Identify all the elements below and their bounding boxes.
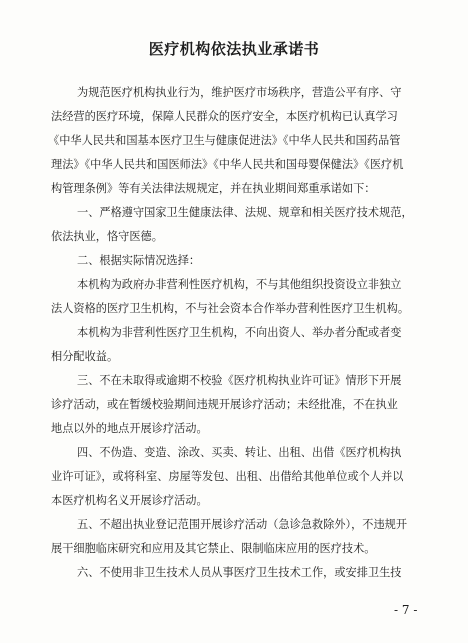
paragraph-line: 二、根据实际情况选择： xyxy=(77,254,201,267)
paragraph-line: 《中华人民共和国基本医疗卫生与健康促进法》《中华人民共和国药品管 xyxy=(48,134,401,147)
paragraph-line: 本机构为政府办非营利性医疗机构，不与其他组织投资设立非独立 xyxy=(77,278,402,291)
paragraph-line: 业许可证》，或将科室、房屋等发包、出租、出借给其他单位或个人并以 xyxy=(51,470,404,483)
paragraph-line: 地点以外的地点开展诊疗活动。 xyxy=(51,422,208,435)
document-title: 医疗机构依法执业承诺书 xyxy=(148,40,320,58)
paragraph-line: 一、严格遵守国家卫生健康法律、法规、规章和相关医疗技术规范， xyxy=(77,206,413,219)
paragraph-line: 诊疗活动，或在暂缓校验期间违规开展诊疗活动；未经批准，不在执业 xyxy=(51,398,398,411)
paragraph-line: 法经营的医疗环境，保障人民群众的医疗安全，本医疗机构已认真学习 xyxy=(51,110,398,123)
paragraph-line: 五、不超出执业登记范围开展诊疗活动（急诊急救除外），不违规开 xyxy=(77,518,408,531)
paragraph-line: 本医疗机构名义开展诊疗活动。 xyxy=(51,494,208,507)
paragraph-line: 理法》《中华人民共和国医师法》《中华人民共和国母婴保健法》《医疗机 xyxy=(51,158,404,171)
paragraph-line: 展干细胞临床研究和应用及其它禁止、限制临床应用的医疗技术。 xyxy=(51,542,376,555)
paragraph-line: 四、不伪造、变造、涂改、买卖、转让、出租、出借《医疗机构执 xyxy=(77,446,402,459)
page-number: - 7 - xyxy=(394,603,418,617)
paragraph-line: 本机构为非营利性医疗卫生机构，不向出资人、举办者分配或者变 xyxy=(77,326,402,339)
paragraph-line: 六、不使用非卫生技术人员从事医疗卫生技术工作，或安排卫生技 xyxy=(77,566,402,579)
paragraph-line: 法人资格的医疗卫生机构，不与社会资本合作举办营利性医疗卫生机构。 xyxy=(51,302,410,315)
paragraph-line: 构管理条例》等有关法律法规规定，并在执业期间郑重承诺如下： xyxy=(51,182,376,195)
paragraph-line: 为规范医疗机构执业行为，维护医疗市场秩序，营造公平有序、守 xyxy=(77,86,402,99)
paragraph-line: 依法执业，恪守医德。 xyxy=(51,230,163,243)
paragraph-line: 三、不在未取得或逾期不校验《医疗机构执业许可证》情形下开展 xyxy=(77,374,402,387)
paragraph-line: 相分配收益。 xyxy=(51,350,119,363)
